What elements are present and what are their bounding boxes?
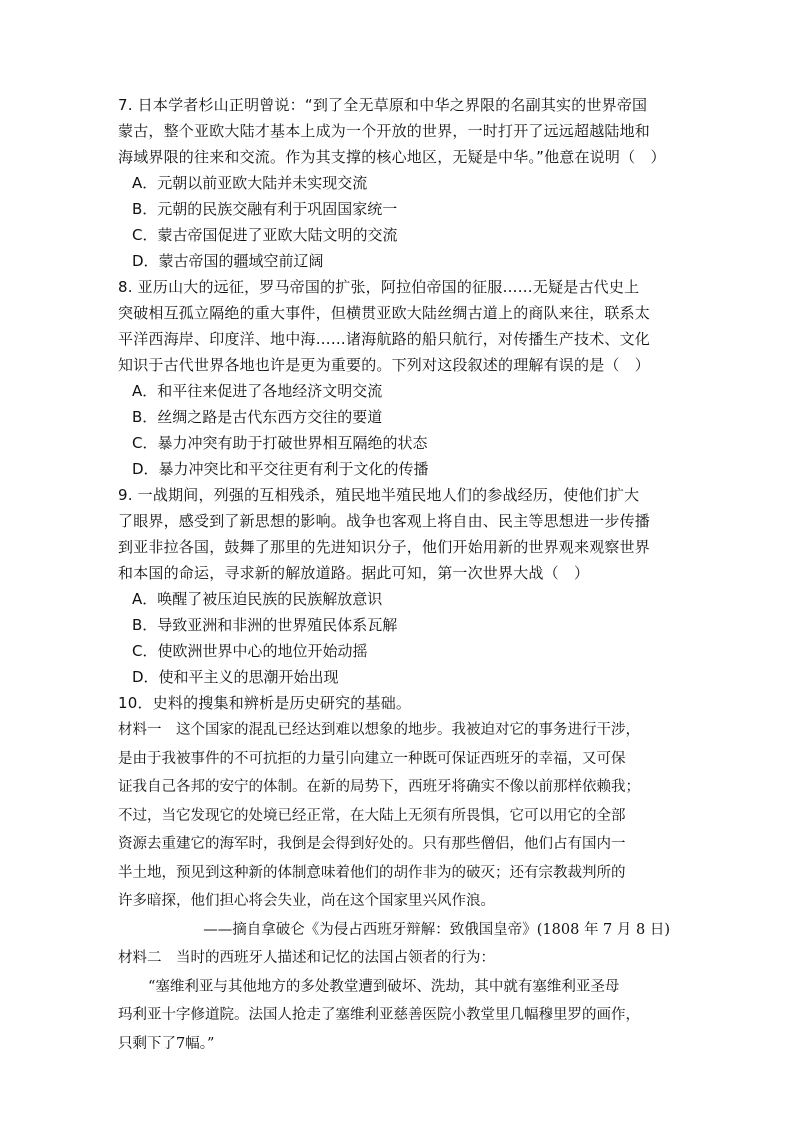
option-a[interactable]: A．元朝以前亚欧大陆并未实现交流 (132, 174, 368, 192)
question-line: 知识于古代世界各地也许是更为重要的。下列对这段叙述的理解有误的是（ ） (118, 356, 651, 374)
option-b[interactable]: B．丝绸之路是古代东西方交往的要道 (132, 408, 383, 426)
question-8-stem (118, 274, 678, 378)
question-line: 到亚非拉各国，鼓舞了那里的先进知识分子，他们开始用新的世界观来观察世界 (118, 538, 651, 556)
question-8-options (132, 378, 429, 482)
option-d[interactable]: D．蒙古帝国的疆域空前辽阔 (132, 252, 324, 270)
question-7-stem (118, 92, 678, 170)
option-c[interactable]: C．暴力冲突有助于打破世界相互隔绝的状态 (132, 434, 428, 452)
question-line: 突破相互孤立隔绝的重大事件，但横贯亚欧大陆丝绸古道上的商队来往，联系太 (118, 304, 651, 322)
question-line: 和本国的命运，寻求新的解放道路。据此可知，第一次世界大战（ ） (118, 564, 590, 582)
material-line: “塞维利亚与其他地方的多处教堂遭到破坏、洗劫，其中就有塞维利亚圣母 (148, 978, 620, 995)
question-9-options (132, 586, 397, 690)
material-one (118, 716, 680, 1058)
option-d[interactable]: D．暴力冲突比和平交往更有利于文化的传播 (132, 460, 429, 478)
material-line: 资源去重建它的海军时，我倒是会得到好处的。只有那些僧侣，他们占有国内一 (118, 836, 626, 852)
question-9-stem (118, 482, 678, 586)
question-line: 10．史料的搜集和辨析是历史研究的基础。 (118, 694, 412, 712)
option-b[interactable]: B．元朝的民族交融有利于巩固国家统一 (132, 200, 398, 218)
question-line: 了眼界，感受到了新思想的影响。战争也客观上将自由、民主等思想进一步传播 (118, 512, 651, 530)
material-line: 只剩下了7幅。” (118, 1035, 215, 1052)
material-line: 不过，当它发现它的处境已经正常，在大陆上无须有所畏惧，它可以用它的全部 (118, 807, 626, 824)
material-line: 是由于我被事件的不可抗拒的力量引向建立一种既可保证西班牙的幸福，又可保 (118, 750, 626, 767)
question-line: 蒙古，整个亚欧大陆才基本上成为一个开放的世界，一时打开了远远超越陆地和 (118, 122, 651, 140)
option-d[interactable]: D．使和平主义的思潮开始出现 (132, 668, 339, 686)
option-b[interactable]: B．导致亚洲和非洲的世界殖民体系瓦解 (132, 616, 398, 634)
material-two-heading: 材料二 当时的西班牙人描述和记忆的法国占领者的行为： (118, 950, 495, 966)
question-line: 9. 一战期间，列强的互相残杀，殖民地半殖民地人们的参战经历，使他们扩大 (118, 486, 640, 504)
question-line: 平洋西海岸、印度洋、地中海……诸海航路的船只航行，对传播生产技术、文化 (118, 330, 651, 348)
material-line: 许多暗探，他们担心将会失业，尚在这个国家里兴风作浪。 (118, 893, 495, 909)
material-line: 玛利亚十字修道院。法国人抢走了塞维利亚慈善医院小教堂里几幅穆里罗的画作， (118, 1007, 640, 1023)
material-source: ——摘自拿破仑《为侵占西班牙辩解：致俄国皇帝》(1808 年 7 月 8 日) (203, 921, 670, 938)
option-a[interactable]: A．唤醒了被压迫民族的民族解放意识 (132, 590, 383, 608)
question-line: 7. 日本学者杉山正明曾说：“到了全无草原和中华之界限的名副其实的世界帝国 (118, 96, 648, 114)
question-line: 8. 亚历山大的远征，罗马帝国的扩张，阿拉伯帝国的征服……无疑是古代史上 (118, 278, 640, 296)
question-7-options (132, 170, 397, 274)
option-c[interactable]: C．蒙古帝国促进了亚欧大陆文明的交流 (132, 226, 398, 244)
question-line: 海域界限的往来和交流。作为其支撑的核心地区，无疑是中华。”他意在说明（ ） (118, 148, 666, 166)
material-line: 证我自己各邦的安宁的体制。在新的局势下，西班牙将确实不像以前那样依赖我； (118, 779, 640, 795)
material-line: 材料一 这个国家的混乱已经达到难以想象的地步。我被迫对它的事务进行干涉， (118, 722, 640, 738)
question-10-stem (118, 690, 678, 716)
material-line: 半土地，预见到这种新的体制意味着他们的胡作非为的破灭；还有宗教裁判所的 (118, 864, 626, 881)
option-a[interactable]: A．和平往来促进了各地经济文明交流 (132, 382, 383, 400)
option-c[interactable]: C．使欧洲世界中心的地位开始动摇 (132, 642, 368, 660)
